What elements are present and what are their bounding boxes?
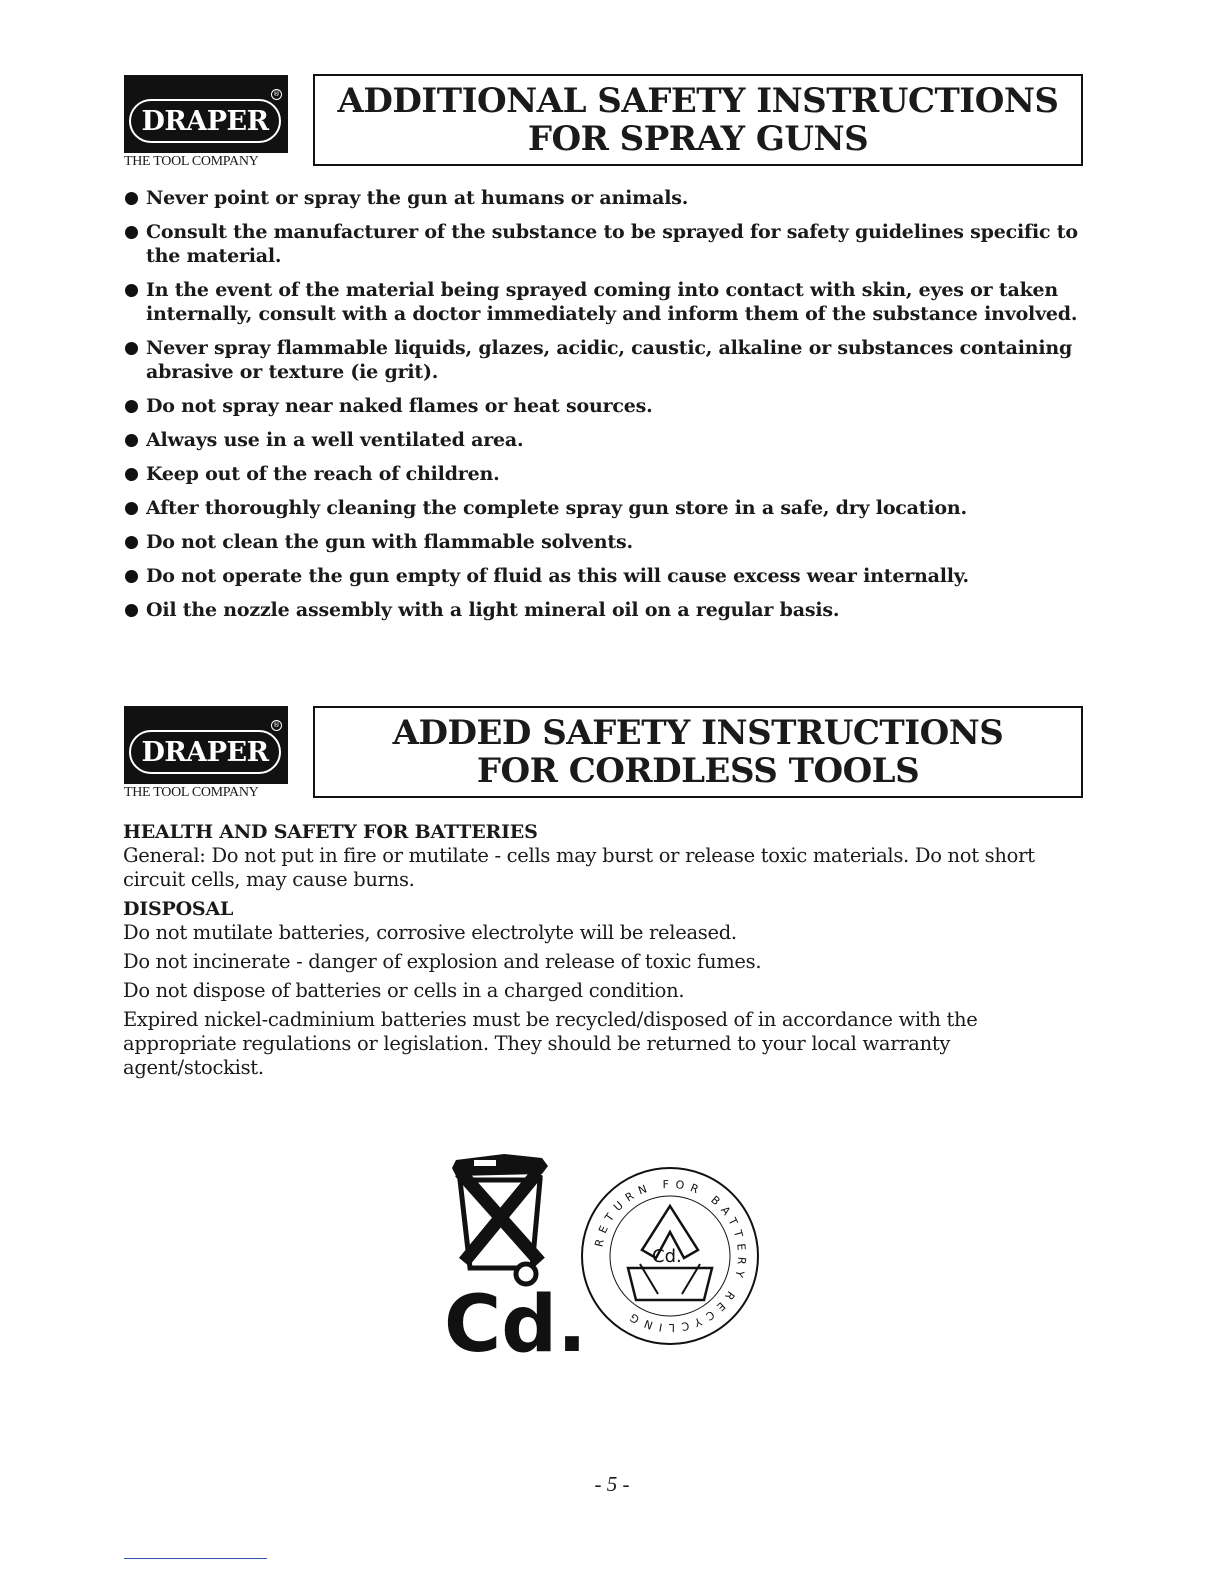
logo-badge <box>124 75 288 153</box>
title-line-2: FOR SPRAY GUNS <box>527 119 869 159</box>
bullet-text: Keep out of the reach of children. <box>146 463 500 485</box>
bullet-icon <box>125 570 138 583</box>
bullet-icon <box>125 284 138 297</box>
disposal-paragraph: Do not incinerate - danger of explosion and release of toxic fumes. <box>123 950 762 973</box>
bullet-text: Consult the manufacturer of the substance to be sprayed for safety guidelines specific to the material. <box>146 221 1078 267</box>
bullet-icon <box>125 226 138 239</box>
logo-tagline: THE TOOL COMPANY <box>124 154 259 169</box>
bullet-text: Do not clean the gun with flammable solvents. <box>146 531 633 553</box>
battery-symbols <box>444 1150 764 1365</box>
list-item <box>124 336 1084 384</box>
list-item <box>124 220 1084 268</box>
bullet-text: In the event of the material being sprayed coming into contact with skin, eyes or taken internally, consult with a doctor immediately and inform them of the substance involved. <box>146 279 1078 325</box>
list-item <box>124 278 1084 326</box>
list-item <box>124 394 1084 418</box>
bullet-icon <box>125 434 138 447</box>
cordless-tools-title-box <box>313 706 1083 798</box>
title-line-2: FOR CORDLESS TOOLS <box>476 751 920 791</box>
list-item <box>124 598 1084 622</box>
bullet-text: Never point or spray the gun at humans or animals. <box>146 187 689 209</box>
bullet-text: Always use in a well ventilated area. <box>146 429 524 451</box>
list-item <box>124 564 1084 588</box>
health-text: General: Do not put in fire or mutilate - cells may burst or release toxic materials. Do not short circuit cells, may cause burns. <box>123 844 1035 891</box>
symbols-svg <box>444 1150 764 1365</box>
bullet-icon <box>125 400 138 413</box>
bullet-text: After thoroughly cleaning the complete spray gun store in a safe, dry location. <box>146 497 967 519</box>
draper-logo <box>124 706 288 801</box>
disposal-paragraph: Do not mutilate batteries, corrosive electrolyte will be released. <box>123 921 737 944</box>
spray-gun-safety-list <box>124 186 1084 632</box>
bullet-icon <box>125 502 138 515</box>
disposal-paragraph: Expired nickel-cadminium batteries must be recycled/disposed of in accordance with the appropriate regulations or legislation. They should be returned to your local warranty agent/stockist. <box>123 1008 978 1079</box>
list-item <box>124 530 1084 554</box>
bullet-icon <box>125 342 138 355</box>
registered-mark: ® <box>273 721 280 729</box>
draper-logo <box>124 75 288 170</box>
bullet-text: Oil the nozzle assembly with a light mineral oil on a regular basis. <box>146 599 840 621</box>
logo-badge <box>124 706 288 784</box>
bullet-icon <box>125 468 138 481</box>
title-line-1: ADDED SAFETY INSTRUCTIONS <box>392 713 1004 753</box>
bullet-text: Do not operate the gun empty of fluid as this will cause excess wear internally. <box>146 565 969 587</box>
spray-gun-title-box <box>313 74 1083 166</box>
logo-tagline: THE TOOL COMPANY <box>124 785 259 800</box>
bullet-icon <box>125 536 138 549</box>
list-item <box>124 186 1084 210</box>
page-number: - 5 - <box>594 1472 630 1496</box>
bullet-text: Never spray flammable liquids, glazes, acidic, caustic, alkaline or substances containing abrasive or texture (ie grit). <box>146 337 1073 383</box>
bullet-icon <box>125 192 138 205</box>
disposal-paragraph: Do not dispose of batteries or cells in a charged condition. <box>123 979 685 1002</box>
battery-safety-section <box>123 820 1083 1085</box>
list-item <box>124 428 1084 452</box>
crossed-bin-icon <box>444 1154 587 1365</box>
footer-divider <box>124 1558 267 1559</box>
battery-recycling-icon <box>582 1168 758 1344</box>
title-line-1: ADDITIONAL SAFETY INSTRUCTIONS <box>337 81 1059 121</box>
registered-mark: ® <box>273 90 280 98</box>
logo-brand: DRAPER <box>129 99 281 143</box>
bullet-icon <box>125 604 138 617</box>
list-item <box>124 462 1084 486</box>
list-item <box>124 496 1084 520</box>
recycle-ring-text: RETURN FOR BATTERY RECYCLING <box>592 1177 749 1335</box>
logo-brand: DRAPER <box>129 730 281 774</box>
recycle-center-label: Cd. <box>652 1246 682 1267</box>
bin-label: Cd. <box>444 1280 587 1365</box>
disposal-heading: DISPOSAL <box>123 898 234 920</box>
bullet-text: Do not spray near naked flames or heat sources. <box>146 395 653 417</box>
health-heading: HEALTH AND SAFETY FOR BATTERIES <box>123 821 538 843</box>
